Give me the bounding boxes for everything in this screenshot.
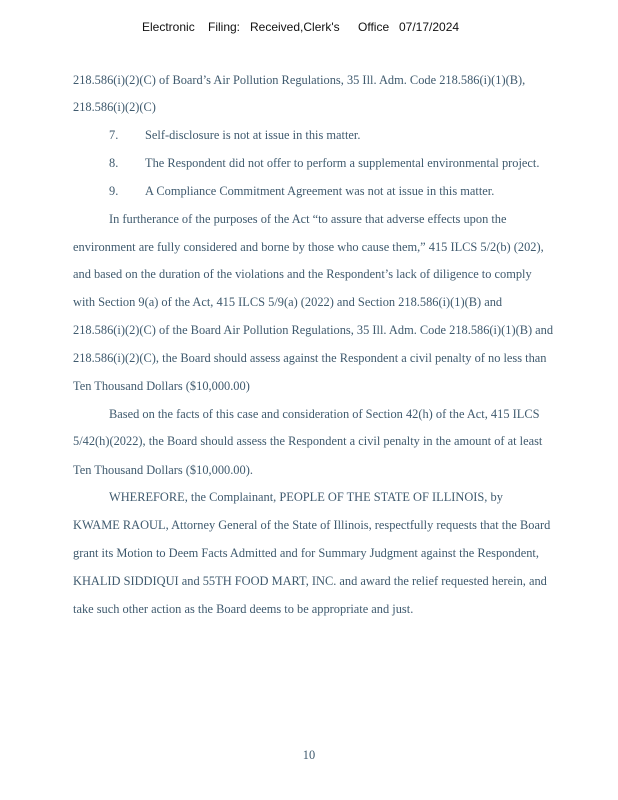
body-line: environment are fully considered and borne by those who cause them,” 415 ILCS 5/2(b) (202),: [73, 240, 544, 254]
body-line: Ten Thousand Dollars ($10,000.00).: [73, 463, 253, 477]
body-line: 218.586(i)(2)(C): [73, 100, 156, 114]
item-text: Self-disclosure is not at issue in this matter.: [145, 128, 361, 142]
body-line: KWAME RAOUL, Attorney General of the State of Illinois, respectfully requests that the Board: [73, 518, 551, 532]
body-line: 218.586(i)(2)(C), the Board should assess against the Respondent a civil penalty of no less than: [73, 351, 547, 365]
body-line: grant its Motion to Deem Facts Admitted and for Summary Judgment against the Respondent,: [73, 546, 539, 560]
body-line: KHALID SIDDIQUI and 55TH FOOD MART, INC. and award the relief requested herein, and: [73, 574, 547, 588]
header-filing: Filing:: [208, 20, 241, 34]
item-text: A Compliance Commitment Agreement was not at issue in this matter.: [145, 184, 495, 198]
body-line: 5/42(h)(2022), the Board should assess the Respondent a civil penalty in the amount of at least: [73, 434, 543, 448]
header-office: Office: [358, 20, 390, 34]
header-electronic: Electronic: [142, 20, 195, 34]
header-received: Received,Clerk's: [250, 20, 340, 34]
item-number: 9.: [109, 184, 119, 198]
item-number: 7.: [109, 128, 119, 142]
body-line: WHEREFORE, the Complainant, PEOPLE OF THE STATE OF ILLINOIS, by: [109, 490, 503, 504]
body-line: and based on the duration of the violations and the Respondent’s lack of diligence to comply: [73, 267, 532, 281]
body-line: In furtherance of the purposes of the Act “to assure that adverse effects upon the: [109, 212, 507, 226]
body-line: with Section 9(a) of the Act, 415 ILCS 5/9(a) (2022) and Section 218.586(i)(1)(B) and: [73, 295, 503, 309]
item-text: The Respondent did not offer to perform a supplemental environmental project.: [145, 156, 540, 170]
body-line: Ten Thousand Dollars ($10,000.00): [73, 379, 250, 393]
body-line: Based on the facts of this case and consideration of Section 42(h) of the Act, 415 ILCS: [109, 407, 540, 421]
body-line: 218.586(i)(2)(C) of Board’s Air Pollution Regulations, 35 Ill. Adm. Code 218.586(i)(1)(B),: [73, 73, 526, 87]
item-number: 8.: [109, 156, 119, 170]
body-line: take such other action as the Board deems to be appropriate and just.: [73, 602, 414, 616]
body-line: 218.586(i)(2)(C) of the Board Air Pollution Regulations, 35 Ill. Adm. Code 218.586(i)(1)(B) and: [73, 323, 554, 337]
header-date: 07/17/2024: [399, 20, 460, 34]
page-number: 10: [302, 748, 316, 762]
filing-stamp-header: [0, 20, 618, 36]
